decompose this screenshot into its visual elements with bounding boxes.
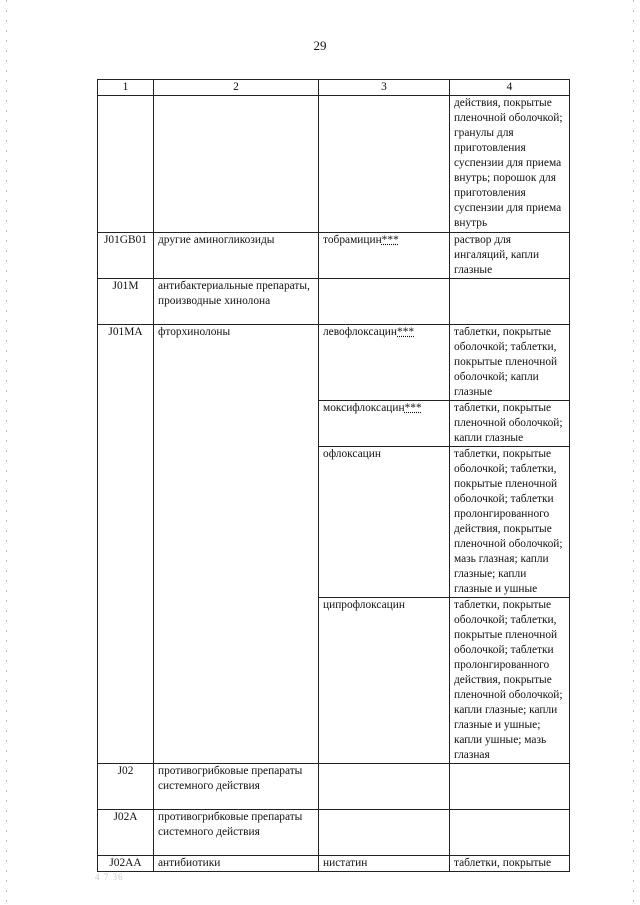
table-row <box>98 325 570 401</box>
group-name: противогрибковые препараты системного действия <box>154 764 319 810</box>
drug-name <box>319 96 450 233</box>
drug-name <box>319 810 450 856</box>
table-row <box>98 810 570 856</box>
dosage-forms <box>450 810 570 856</box>
header-col-4: 4 <box>450 80 570 96</box>
drug-name <box>319 325 450 401</box>
table-row <box>98 856 570 872</box>
drug-name <box>319 279 450 325</box>
left-margin-dots <box>6 0 7 905</box>
group-name: противогрибковые препараты системного действия <box>154 810 319 856</box>
group-name <box>154 96 319 233</box>
dosage-forms: таблетки, покрытые оболочкой; таблетки, покрытые пленочной оболочкой; капли глазные <box>450 325 570 401</box>
stars-marker: *** <box>404 402 422 414</box>
header-col-1: 1 <box>98 80 154 96</box>
dosage-forms: раствор для ингаляций, капли глазные <box>450 233 570 279</box>
drug-name <box>319 401 450 447</box>
dosage-forms: таблетки, покрытые <box>450 856 570 872</box>
drug-name <box>319 598 450 764</box>
drug-name-text: моксифлоксацин <box>323 402 405 414</box>
dosage-forms <box>450 764 570 810</box>
drug-name-text: ципрофлоксацин <box>323 599 405 611</box>
dosage-forms: действия, покрытые пленочной оболочкой; гранулы для приготовления суспензии для приема внутрь; порошок для приготовления суспензии для приема внутрь <box>450 96 570 233</box>
table-row <box>98 233 570 279</box>
stars-marker: *** <box>397 326 415 338</box>
drug-name <box>319 764 450 810</box>
dosage-forms <box>450 279 570 325</box>
group-name: фторхинолоны <box>154 325 319 764</box>
page-number: 29 <box>313 38 327 53</box>
drug-name-text: нистатин <box>323 857 368 869</box>
dosage-forms: таблетки, покрытые оболочкой; таблетки, покрытые пленочной оболочкой; таблетки пролонгированного действия, покрытые пленочной оболочкой; капли глазные; капли глазные и ушные; капли ушные; мазь глазная <box>450 598 570 764</box>
drug-name <box>319 233 450 279</box>
drug-name-text: офлоксацин <box>323 448 381 460</box>
header-col-3: 3 <box>319 80 450 96</box>
right-margin-dots <box>633 0 634 905</box>
stars-marker: *** <box>381 234 399 246</box>
table-row <box>98 279 570 325</box>
atc-code: J02A <box>98 810 154 856</box>
atc-code: J01MA <box>98 325 154 764</box>
dosage-forms: таблетки, покрытые оболочкой; таблетки, покрытые пленочной оболочкой; таблетки пролонгированного действия, покрытые пленочной оболочкой; мазь глазная; капли глазные; капли глазные и ушные <box>450 447 570 598</box>
table-row <box>98 96 570 233</box>
group-name: антибиотики <box>154 856 319 872</box>
atc-code: J01M <box>98 279 154 325</box>
atc-code <box>98 96 154 233</box>
group-name: другие аминогликозиды <box>154 233 319 279</box>
drug-table <box>97 79 570 872</box>
drug-name <box>319 447 450 598</box>
atc-code: J02AA <box>98 856 154 872</box>
drug-name <box>319 856 450 872</box>
table-row <box>98 764 570 810</box>
atc-code: J02 <box>98 764 154 810</box>
atc-code: J01GB01 <box>98 233 154 279</box>
drug-name-text: левофлоксацин <box>323 326 397 338</box>
drug-name-text: тобрамицин <box>323 234 382 246</box>
dosage-forms: таблетки, покрытые пленочной оболочкой; капли глазные <box>450 401 570 447</box>
footer-scan-mark: 4 7 36 <box>95 872 124 882</box>
table-header-row <box>98 80 570 96</box>
group-name: антибактериальные препараты, производные хинолона <box>154 279 319 325</box>
header-col-2: 2 <box>154 80 319 96</box>
